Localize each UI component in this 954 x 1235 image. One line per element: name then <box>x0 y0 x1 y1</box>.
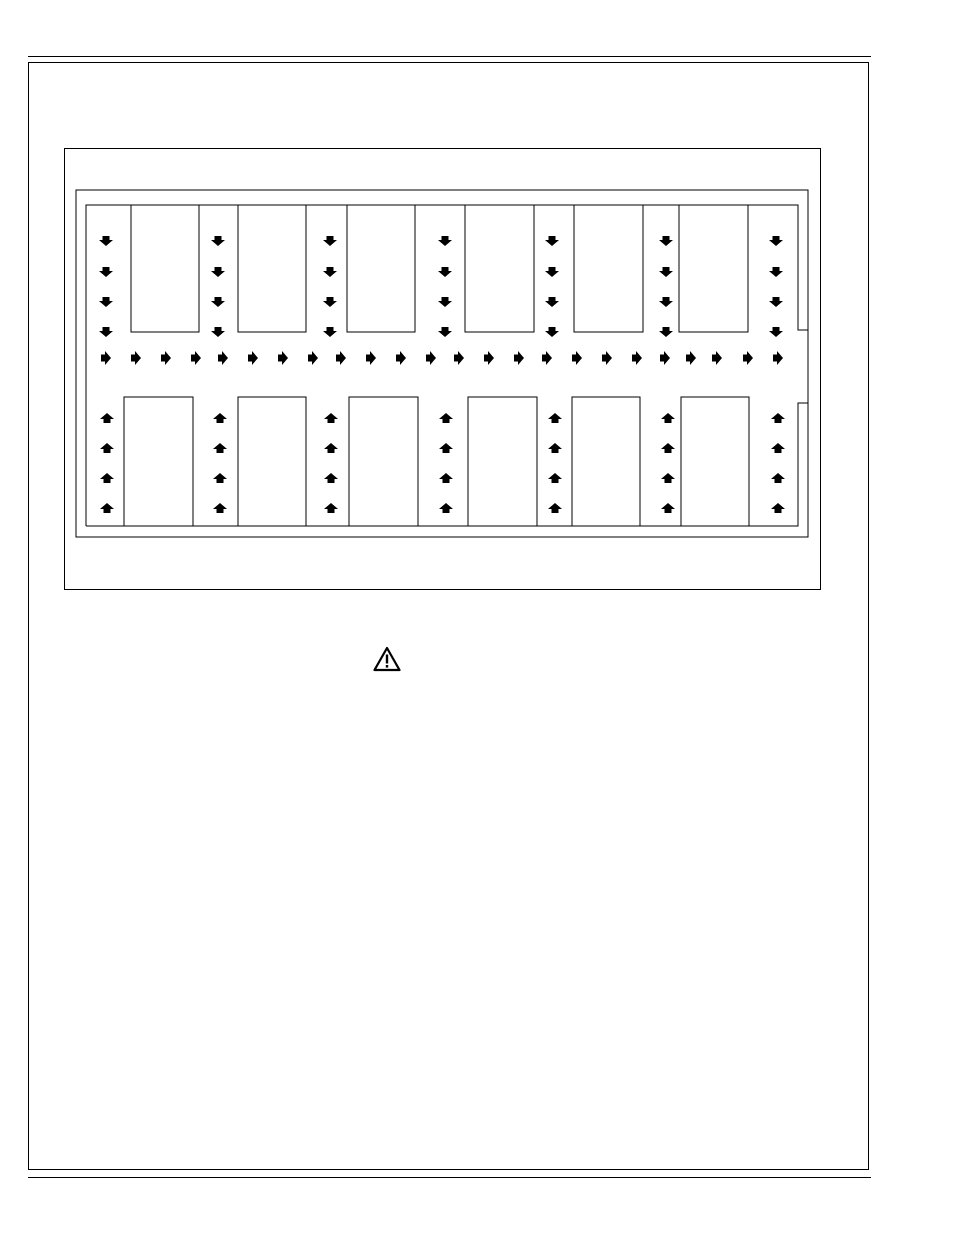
up-arrow <box>213 473 227 483</box>
up-arrow <box>100 503 114 513</box>
up-arrow <box>771 503 785 513</box>
down-arrow <box>545 267 559 277</box>
down-arrow <box>99 267 113 277</box>
up-arrow <box>213 413 227 423</box>
shelf-bottom <box>468 397 537 526</box>
down-arrow <box>659 267 673 277</box>
right-arrow <box>101 351 111 365</box>
right-arrow <box>336 351 346 365</box>
shelf-bottom <box>681 397 749 526</box>
up-arrow <box>771 443 785 453</box>
down-arrow <box>323 267 337 277</box>
right-arrow <box>366 351 376 365</box>
right-arrow <box>743 351 753 365</box>
right-arrow <box>712 351 722 365</box>
up-arrow <box>100 413 114 423</box>
shelf-bottom <box>124 397 193 526</box>
travel-arrows <box>99 236 785 513</box>
down-arrow <box>99 327 113 337</box>
down-arrow <box>211 236 225 246</box>
down-arrow <box>769 297 783 307</box>
up-arrow <box>324 473 338 483</box>
down-arrow <box>99 236 113 246</box>
up-arrow <box>439 413 453 423</box>
down-arrow <box>545 236 559 246</box>
right-arrow <box>484 351 494 365</box>
right-arrow <box>572 351 582 365</box>
down-arrow <box>659 297 673 307</box>
up-arrow <box>213 503 227 513</box>
down-arrow <box>211 267 225 277</box>
up-arrow <box>661 503 675 513</box>
right-arrow <box>454 351 464 365</box>
right-arrow <box>191 351 201 365</box>
down-arrow <box>323 236 337 246</box>
right-arrow <box>514 351 524 365</box>
up-arrow <box>548 473 562 483</box>
shelf-bottom <box>349 397 418 526</box>
up-arrow <box>661 413 675 423</box>
down-arrow <box>769 236 783 246</box>
shelf-bottom <box>572 397 640 526</box>
up-arrow <box>324 443 338 453</box>
right-arrow <box>396 351 406 365</box>
down-arrow <box>545 297 559 307</box>
right-arrow <box>660 351 670 365</box>
up-arrow <box>324 503 338 513</box>
right-arrow <box>161 351 171 365</box>
up-arrow <box>439 443 453 453</box>
up-arrow <box>439 473 453 483</box>
shelf-top <box>574 205 643 332</box>
down-arrow <box>769 327 783 337</box>
right-arrow <box>542 351 552 365</box>
up-arrow <box>439 503 453 513</box>
shelf-top <box>679 205 748 332</box>
down-arrow <box>438 236 452 246</box>
down-arrow <box>323 297 337 307</box>
up-arrow <box>548 443 562 453</box>
right-arrow <box>686 351 696 365</box>
right-arrow <box>426 351 436 365</box>
down-arrow <box>438 267 452 277</box>
right-arrow <box>278 351 288 365</box>
up-arrow <box>661 473 675 483</box>
right-arrow <box>248 351 258 365</box>
shelf-top <box>131 205 199 332</box>
right-arrow <box>632 351 642 365</box>
down-arrow <box>211 297 225 307</box>
right-arrow <box>308 351 318 365</box>
up-arrow <box>661 443 675 453</box>
up-arrow <box>100 443 114 453</box>
down-arrow <box>323 327 337 337</box>
right-arrow <box>131 351 141 365</box>
up-arrow <box>548 413 562 423</box>
up-arrow <box>213 443 227 453</box>
right-arrow <box>773 351 783 365</box>
warning-triangle-icon <box>373 646 401 672</box>
down-arrow <box>438 297 452 307</box>
shelf-top <box>465 205 534 332</box>
down-arrow <box>659 236 673 246</box>
shelf-top <box>238 205 306 332</box>
up-arrow <box>548 503 562 513</box>
down-arrow <box>438 327 452 337</box>
up-arrow <box>100 473 114 483</box>
down-arrow <box>545 327 559 337</box>
up-arrow <box>324 413 338 423</box>
down-arrow <box>769 267 783 277</box>
down-arrow <box>211 327 225 337</box>
down-arrow <box>659 327 673 337</box>
shelf-bottom <box>238 397 306 526</box>
shelf-top <box>347 205 415 332</box>
up-arrow <box>771 413 785 423</box>
down-arrow <box>99 297 113 307</box>
right-arrow <box>602 351 612 365</box>
right-arrow <box>218 351 228 365</box>
up-arrow <box>771 473 785 483</box>
